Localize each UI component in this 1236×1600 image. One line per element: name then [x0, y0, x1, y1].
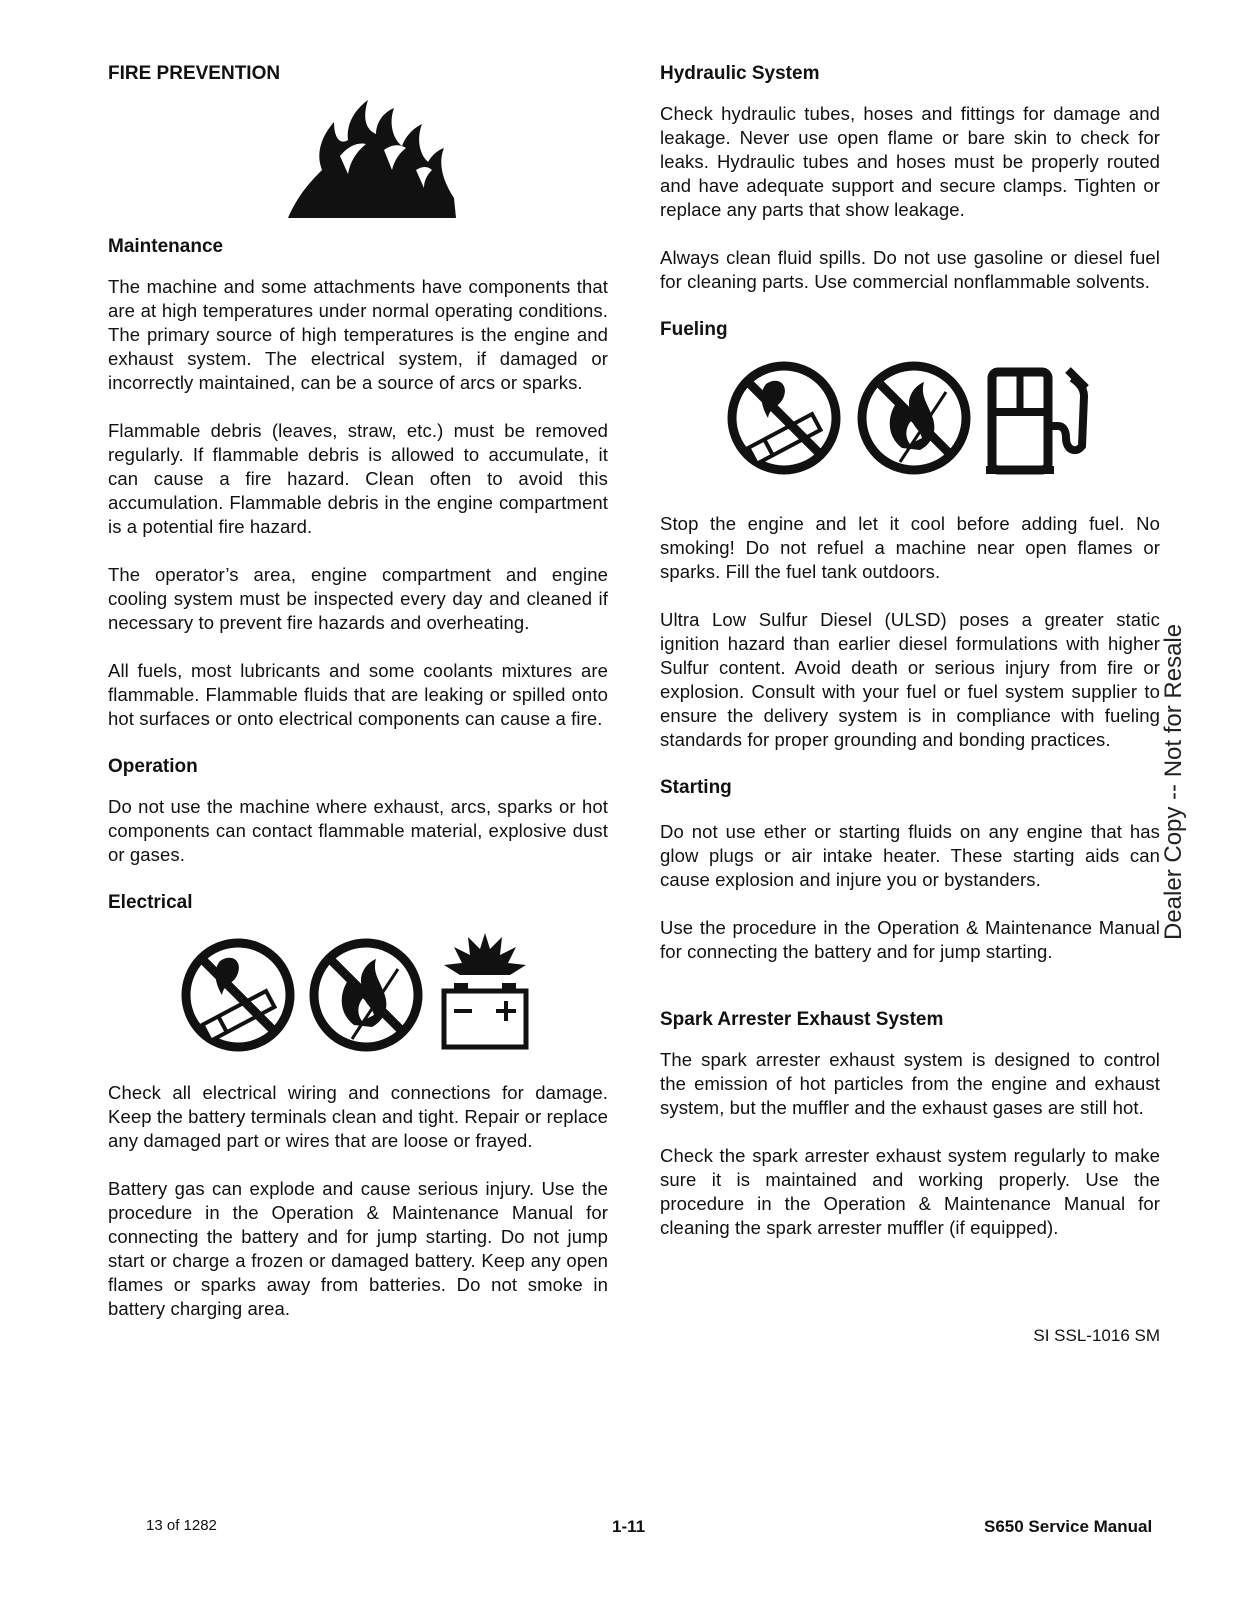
battery-explosion-icon — [440, 931, 530, 1053]
heading-fueling: Fueling — [660, 319, 728, 340]
heading-maintenance: Maintenance — [108, 236, 224, 257]
document-code: SI SSL-1016 SM — [1033, 1326, 1160, 1345]
paragraph-operation-1: Do not use the machine where exhaust, arcs, sparks or hot components can contact flammable material, explosive dust or gases. — [108, 796, 608, 865]
paragraph-maintenance-1: The machine and some attachments have components that are at high temperatures under normal operating conditions. The primary source of high temperatures is the engine and exhaust system. The electrical system, if damaged or incorrectly maintained, can be a source of arcs or sparks. — [108, 276, 608, 393]
heading-electrical: Electrical — [108, 892, 193, 913]
fueling-icons — [726, 360, 1160, 476]
footer-manual-title: S650 Service Manual — [984, 1517, 1153, 1536]
paragraph-hydraulic-1: Check hydraulic tubes, hoses and fittings for damage and leakage. Never use open flame or bare skin to check for leaks. Hydraulic tubes and hoses must be properly routed and have adequate support and secure clamps. Tighten or replace any parts that show leakage. — [660, 103, 1160, 220]
heading-hydraulic-system: Hydraulic System — [660, 63, 820, 84]
fuel-pump-icon — [986, 366, 1090, 476]
footer-page-count: 13 of 1282 — [146, 1517, 217, 1534]
footer-page-number: 1-11 — [612, 1517, 646, 1536]
no-smoking-icon — [726, 360, 842, 476]
paragraph-maintenance-4: All fuels, most lubricants and some coolants mixtures are flammable. Flammable fluids that are leaking or spilled onto hot surfaces or onto electrical components can cause a fire. — [108, 660, 608, 729]
heading-spark-arrester: Spark Arrester Exhaust System — [660, 1009, 944, 1030]
left-column — [108, 62, 608, 1345]
paragraph-maintenance-2: Flammable debris (leaves, straw, etc.) must be removed regularly. If flammable debris is allowed to accumulate, it can cause a fire hazard. Clean often to avoid this accumulation. Flammable debris in the engine compartment is a potential fire hazard. — [108, 420, 608, 537]
electrical-icons — [180, 931, 608, 1053]
paragraph-maintenance-3: The operator’s area, engine compartment and engine cooling system must be inspected every day and cleaned if necessary to prevent fire hazards and overheating. — [108, 564, 608, 633]
no-smoking-icon — [180, 937, 296, 1053]
no-open-flame-icon — [856, 360, 972, 476]
paragraph-spark-2: Check the spark arrester exhaust system regularly to make sure it is maintained and working properly. Use the procedure in the Operation & Maintenance Manual for cleaning the spark arrester muffler (if equipped). — [660, 1145, 1160, 1238]
right-column — [660, 62, 1160, 1346]
paragraph-fueling-1: Stop the engine and let it cool before adding fuel. No smoking! Do not refuel a machine near open flames or sparks. Fill the fuel tank outdoors. — [660, 513, 1160, 582]
paragraph-starting-2: Use the procedure in the Operation & Maintenance Manual for connecting the battery and for jump starting. — [660, 917, 1160, 962]
heading-starting: Starting — [660, 777, 732, 798]
paragraph-fueling-2: Ultra Low Sulfur Diesel (ULSD) poses a greater static ignition hazard than earlier diesel formulations with higher Sulfur content. Avoid death or serious injury from fire or explosion. Consult with your fuel or fuel system supplier to ensure the delivery system is in compliance with fueling standards for proper grounding and bonding practices. — [660, 609, 1160, 750]
paragraph-electrical-2: Battery gas can explode and cause serious injury. Use the procedure in the Operation & Maintenance Manual for connecting the battery and for jump starting. Do not jump start or charge a frozen or damaged battery. Keep any open flames or sparks away from batteries. Do not smoke in battery charging area. — [108, 1178, 608, 1319]
no-open-flame-icon — [308, 937, 424, 1053]
paragraph-hydraulic-2: Always clean fluid spills. Do not use gasoline or diesel fuel for cleaning parts. Use commercial nonflammable solvents. — [660, 247, 1160, 292]
section-title-fire-prevention: FIRE PREVENTION — [108, 63, 281, 84]
heading-operation: Operation — [108, 756, 198, 777]
fire-icon — [288, 100, 458, 225]
paragraph-starting-1: Do not use ether or starting fluids on any engine that has glow plugs or air intake heater. These starting aids can cause explosion and injure you or bystanders. — [660, 821, 1160, 890]
paragraph-spark-1: The spark arrester exhaust system is designed to control the emission of hot particles from the engine and exhaust system, but the muffler and the exhaust gases are still hot. — [660, 1049, 1160, 1118]
paragraph-electrical-1: Check all electrical wiring and connections for damage. Keep the battery terminals clean and tight. Repair or replace any damaged part or wires that are loose or frayed. — [108, 1082, 608, 1151]
watermark-text: Dealer Copy -- Not for Resale — [1160, 623, 1187, 940]
